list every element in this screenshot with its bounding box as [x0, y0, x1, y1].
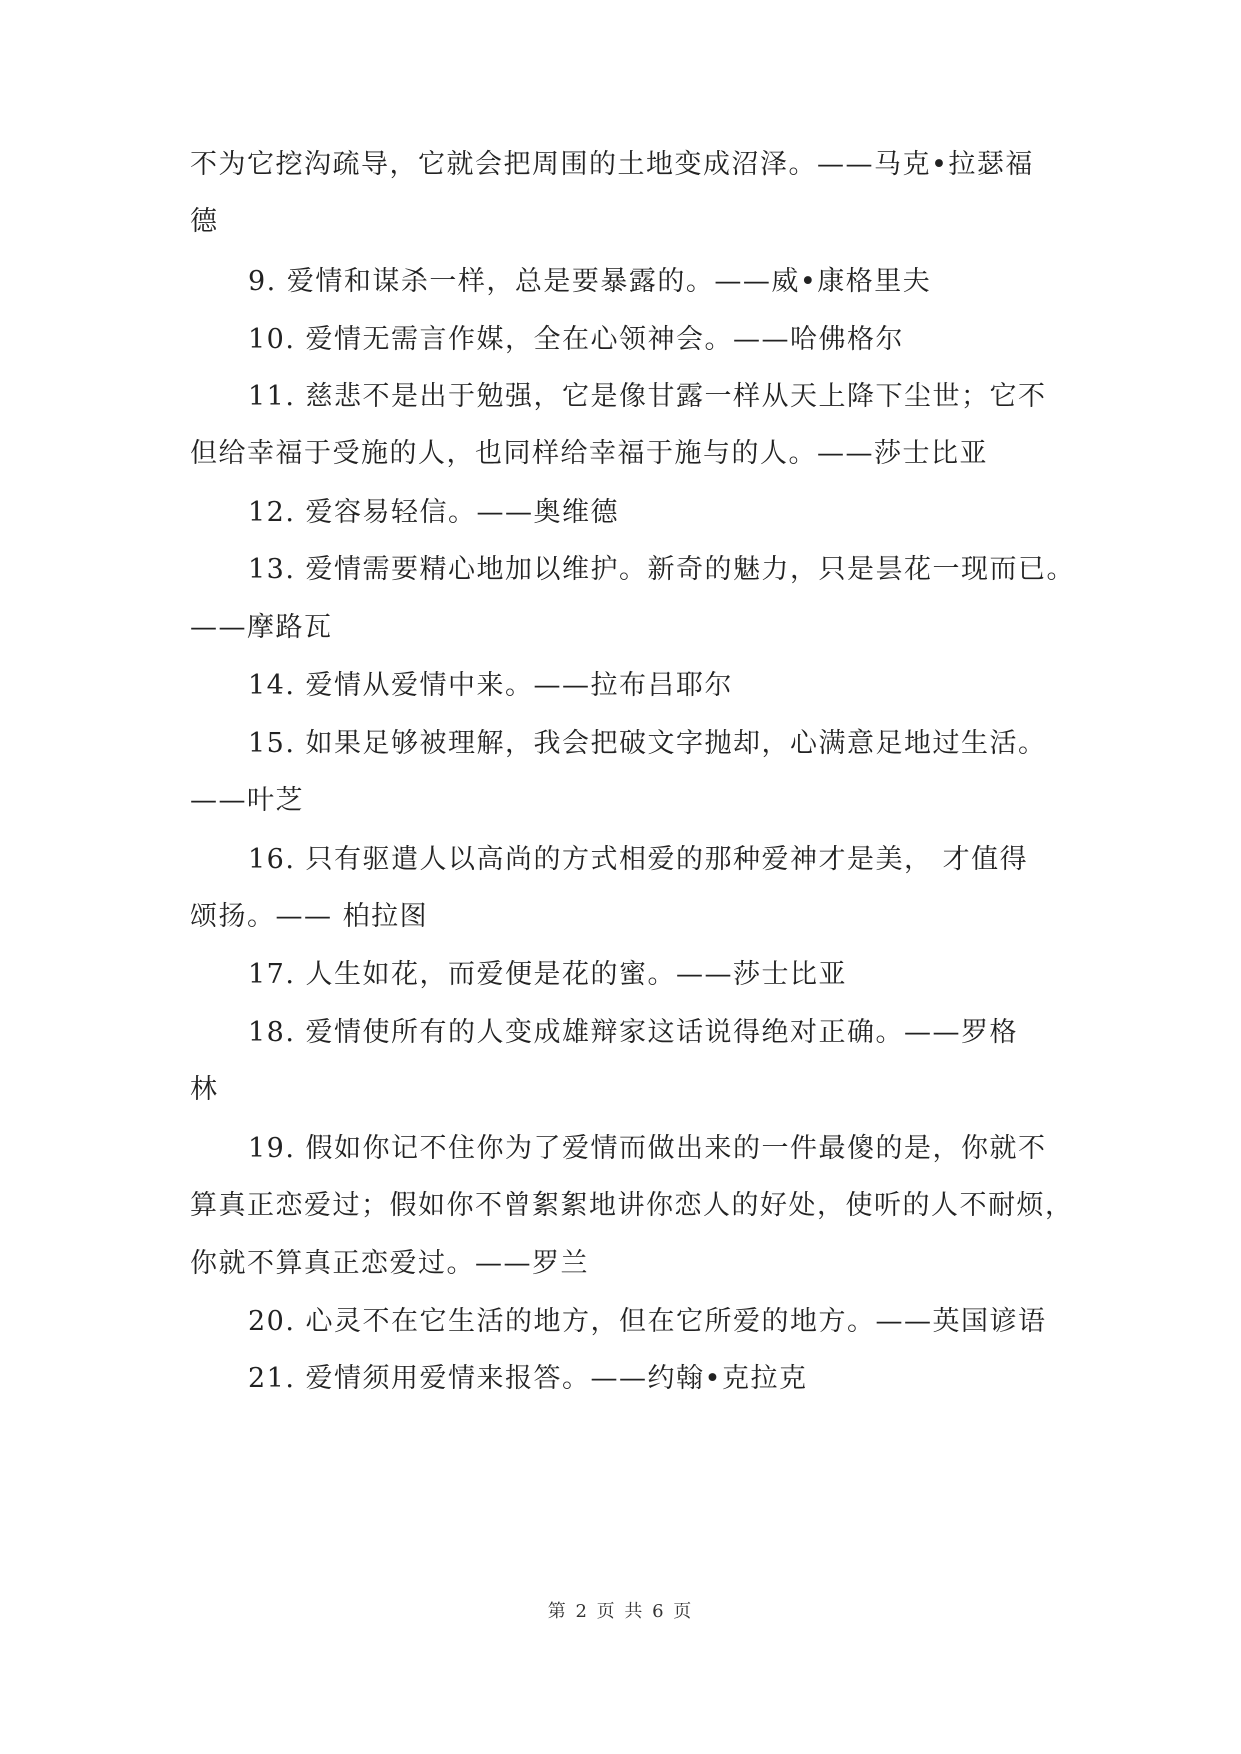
- text-line: 德: [190, 206, 219, 237]
- quote-20: 20. 心灵不在它生活的地方，但在它所爱的地方。——英国谚语: [248, 1306, 1047, 1337]
- quote-10: 10. 爱情无需言作媒，全在心领神会。——哈佛格尔: [248, 324, 905, 355]
- quote-17: 17. 人生如花，而爱便是花的蜜。——莎士比亚: [248, 959, 848, 990]
- quote-19: 19. 假如你记不住你为了爱情而做出来的一件最傻的是，你就不: [248, 1133, 1047, 1164]
- quote-9: 9. 爱情和谋杀一样，总是要暴露的。——威•康格里夫: [248, 266, 932, 297]
- quote-14: 14. 爱情从爱情中来。——拉布吕耶尔: [248, 670, 734, 701]
- quote-18: 18. 爱情使所有的人变成雄辩家这话说得绝对正确。——罗格: [248, 1017, 1019, 1048]
- text-line: 颂扬。—— 柏拉图: [190, 901, 429, 932]
- quote-12: 12. 爱容易轻信。——奥维德: [248, 497, 620, 528]
- quote-16: 16. 只有驱遣人以高尚的方式相爱的那种爱神才是美， 才值得: [248, 844, 1029, 875]
- text-line: 算真正恋爱过；假如你不曾絮絮地讲你恋人的好处，使听的人不耐烦，: [190, 1190, 1074, 1221]
- quote-21: 21. 爱情须用爱情来报答。——约翰•克拉克: [248, 1363, 808, 1394]
- text-line: 你就不算真正恋爱过。——罗兰: [190, 1248, 589, 1279]
- text-line: 但给幸福于受施的人，也同样给幸福于施与的人。——莎士比亚: [190, 438, 988, 469]
- quote-15: 15. 如果足够被理解，我会把破文字抛却，心满意足地过生活。: [248, 728, 1047, 759]
- text-line: 不为它挖沟疏导，它就会把周围的土地变成沼泽。——马克•拉瑟福: [190, 149, 1034, 180]
- quote-11: 11. 慈悲不是出于勉强，它是像甘露一样从天上降下尘世；它不: [248, 381, 1047, 412]
- text-line: ——叶芝: [190, 785, 304, 816]
- text-line: 林: [190, 1074, 219, 1105]
- quote-13: 13. 爱情需要精心地加以维护。新奇的魅力，只是昙花一现而已。: [248, 554, 1076, 585]
- text-line: ——摩路瓦: [190, 612, 333, 643]
- page-footer: 第 2 页 共 6 页: [547, 1601, 694, 1622]
